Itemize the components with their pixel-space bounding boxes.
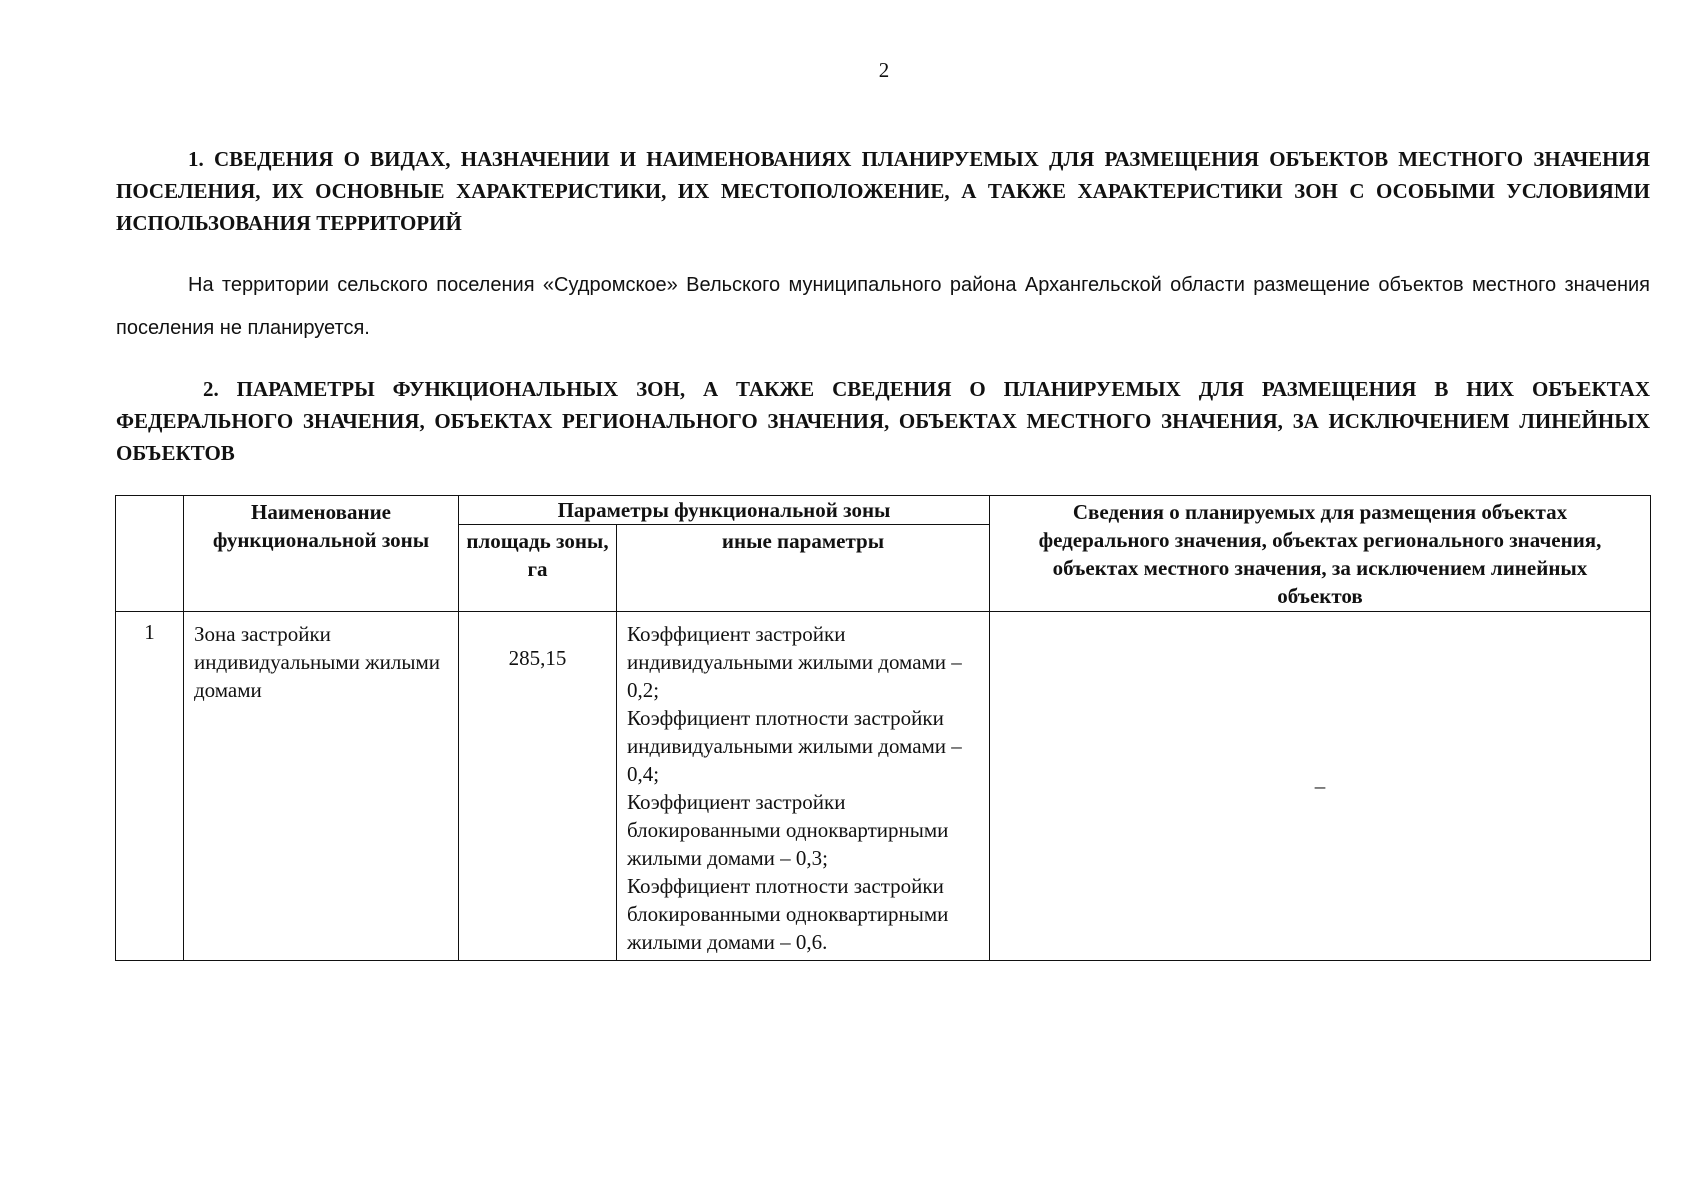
table-row <box>116 612 1651 961</box>
table-header-row <box>116 496 1651 525</box>
param-line: Коэффициент плотности застройки индивидуальными жилыми домами – 0,4; <box>627 706 962 786</box>
functional-zones-table <box>115 495 1651 961</box>
param-line: Коэффициент плотности застройки блокированными одноквартирными жилыми домами – 0,6. <box>627 874 949 954</box>
header-zone-name: Наименование функциональной зоны <box>184 496 459 612</box>
header-num-cell <box>116 496 184 612</box>
page-number: 2 <box>878 58 890 82</box>
header-planned-objects: Сведения о планируемых для размещения объектах федерального значения, объектах регионального значения, объектах местного значения, за исключением линейных объектов <box>990 496 1651 612</box>
row-planned-objects: – <box>990 612 1651 961</box>
row-other-params <box>617 612 990 961</box>
param-line: Коэффициент застройки индивидуальными жилыми домами – 0,2; <box>627 622 962 702</box>
header-params-group: Параметры функциональной зоны <box>459 496 990 525</box>
header-area: площадь зоны, га <box>459 525 617 612</box>
section-1-heading: 1. СВЕДЕНИЯ О ВИДАХ, НАЗНАЧЕНИИ И НАИМЕНОВАНИЯХ ПЛАНИРУЕМЫХ ДЛЯ РАЗМЕЩЕНИЯ ОБЪЕКТОВ МЕСТНОГО ЗНАЧЕНИЯ ПОСЕЛЕНИЯ, ИХ ОСНОВНЫЕ ХАРАКТЕРИСТИКИ, ИХ МЕСТОПОЛОЖЕНИЕ, А ТАКЖЕ ХАРАКТЕРИСТИКИ ЗОН С ОСОБЫМИ УСЛОВИЯМИ ИСПОЛЬЗОВАНИЯ ТЕРРИТОРИЙ <box>116 147 1650 235</box>
section-1-paragraph: На территории сельского поселения «Судромское» Вельского муниципального района Архангельской области размещение объектов местного значения поселения не планируется. <box>116 274 1650 339</box>
row-number: 1 <box>116 612 184 961</box>
param-line: Коэффициент застройки блокированными одноквартирными жилыми домами – 0,3; <box>627 790 949 870</box>
header-other-params: иные параметры <box>617 525 990 612</box>
section-2-heading: 2. ПАРАМЕТРЫ ФУНКЦИОНАЛЬНЫХ ЗОН, А ТАКЖЕ СВЕДЕНИЯ О ПЛАНИРУЕМЫХ ДЛЯ РАЗМЕЩЕНИЯ В НИХ ОБЪЕКТАХ ФЕДЕРАЛЬНОГО ЗНАЧЕНИЯ, ОБЪЕКТАХ РЕГИОНАЛЬНОГО ЗНАЧЕНИЯ, ОБЪЕКТАХ МЕСТНОГО ЗНАЧЕНИЯ, ЗА ИСКЛЮЧЕНИЕМ ЛИНЕЙНЫХ ОБЪЕКТОВ <box>116 377 1650 465</box>
row-area: 285,15 <box>459 612 617 961</box>
row-zone-name: Зона застройки индивидуальными жилыми домами <box>184 612 459 961</box>
